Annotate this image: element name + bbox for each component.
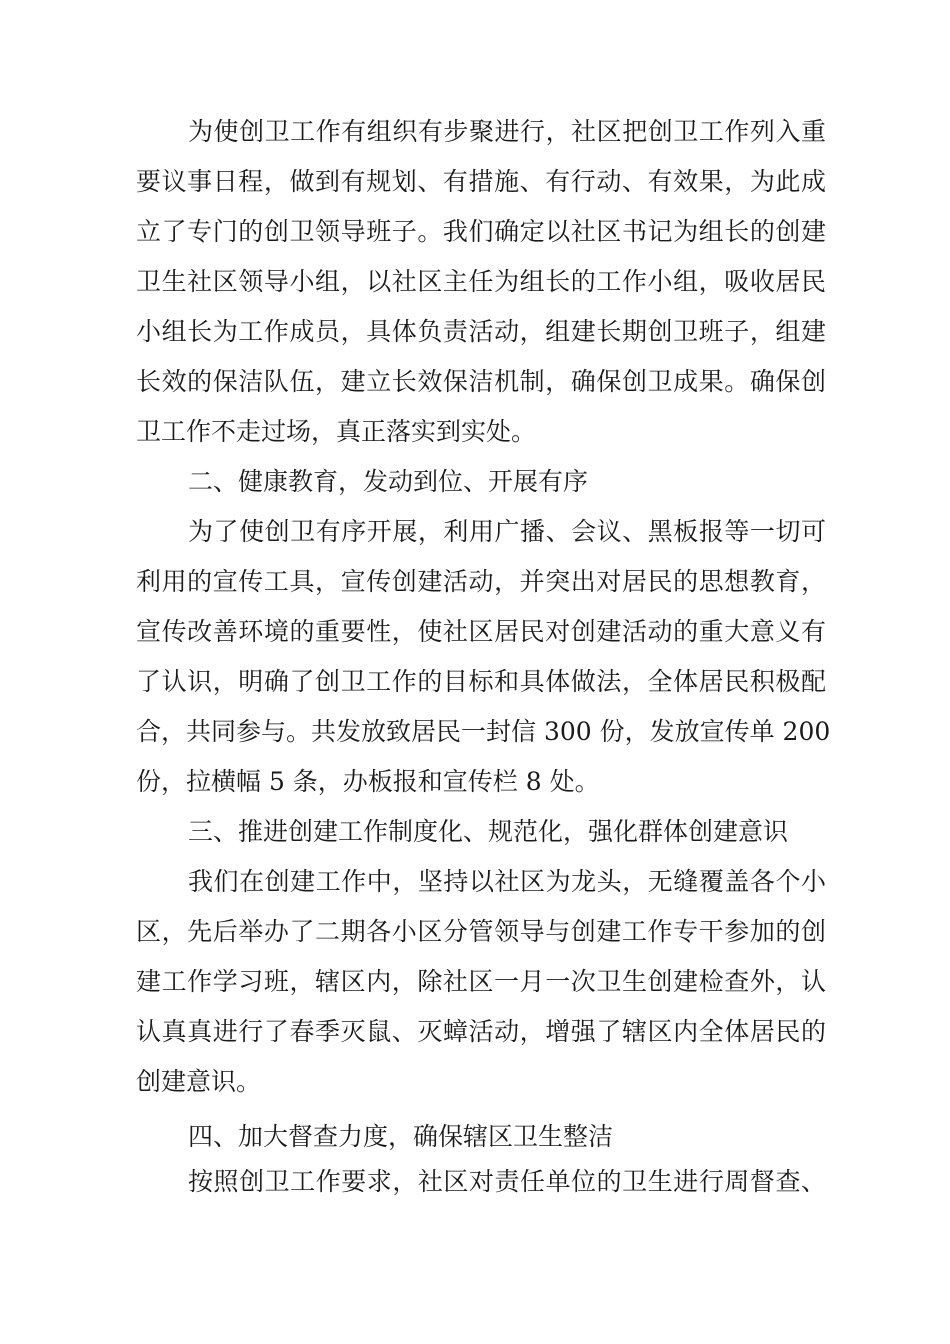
paragraph-line: 我们在创建工作中，坚持以社区为龙头，无缝覆盖各个小 (188, 867, 826, 896)
paragraph-line: 为使创卫工作有组织有步聚进行，社区把创卫工作列入重 (188, 117, 826, 146)
paragraph-line: 区，先后举办了二期各小区分管领导与创建工作专干参加的创 (136, 917, 826, 946)
paragraph-line: 要议事日程，做到有规划、有措施、有行动、有效果，为此成 (136, 167, 826, 196)
paragraph-line: 认真真进行了春季灭鼠、灭蟑活动，增强了辖区内全体居民的 (136, 1017, 826, 1046)
paragraph-line: 卫生社区领导小组，以社区主任为组长的工作小组，吸收居民 (136, 267, 826, 296)
paragraph-line: 建工作学习班，辖区内，除社区一月一次卫生创建检查外，认 (136, 967, 826, 996)
paragraph-line: 份，拉横幅 5 条，办板报和宣传栏 8 处。 (136, 767, 600, 796)
paragraph-line: 创建意识。 (136, 1067, 262, 1096)
paragraph-line: 卫工作不走过场，真正落实到实处。 (136, 417, 537, 446)
paragraph-line: 小组长为工作成员，具体负责活动，组建长期创卫班子，组建 (136, 317, 826, 346)
section-heading: 四、加大督查力度，确保辖区卫生整洁 (188, 1122, 614, 1151)
paragraph-line: 长效的保洁队伍，建立长效保洁机制，确保创卫成果。确保创 (136, 367, 826, 396)
paragraph-line: 宣传改善环境的重要性，使社区居民对创建活动的重大意义有 (136, 617, 826, 646)
section-heading: 二、健康教育，发动到位、开展有序 (188, 467, 589, 496)
paragraph-line: 为了使创卫有序开展，利用广播、会议、黑板报等一切可 (188, 517, 826, 546)
paragraph-line: 利用的宣传工具，宣传创建活动，并突出对居民的思想教育， (136, 567, 826, 596)
paragraph-line: 合，共同参与。共发放致居民一封信 300 份，发放宣传单 200 (136, 717, 831, 746)
paragraph-line: 立了专门的创卫领导班子。我们确定以社区书记为组长的创建 (136, 217, 826, 246)
paragraph-line: 了认识，明确了创卫工作的目标和具体做法，全体居民积极配 (136, 667, 826, 696)
paragraph-line: 按照创卫工作要求，社区对责任单位的卫生进行周督查、 (188, 1167, 826, 1196)
section-heading: 三、推进创建工作制度化、规范化，强化群体创建意识 (188, 817, 789, 846)
